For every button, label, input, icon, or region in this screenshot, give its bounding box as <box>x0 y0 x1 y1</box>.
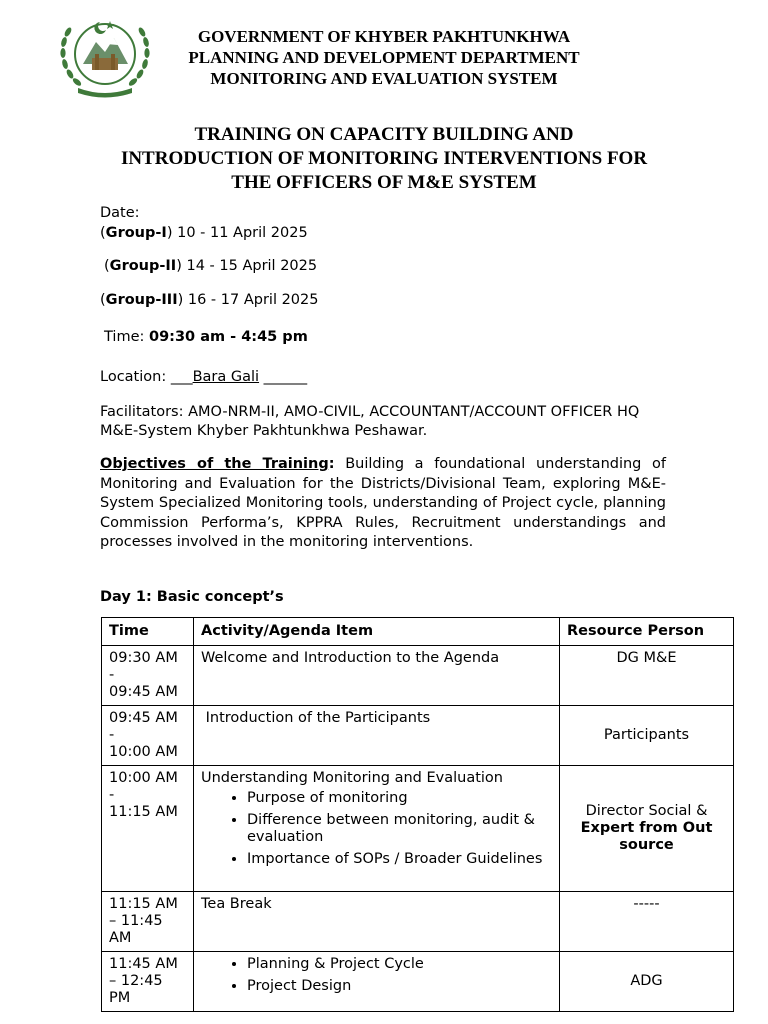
group-3-line: (Group-III) 16 - 17 April 2025 <box>100 292 319 308</box>
group-3-dates: 16 - 17 April 2025 <box>187 292 319 308</box>
location-line <box>100 368 307 386</box>
row-time: 10:00 AM - 11:15 AM <box>102 766 194 892</box>
table-row <box>102 706 734 766</box>
time-label: Time: <box>104 329 145 345</box>
location-label: Location: <box>100 369 167 385</box>
row-activity: Tea Break <box>194 892 560 952</box>
group-2-dates: 14 - 15 April 2025 <box>186 258 318 274</box>
table-row <box>102 766 734 892</box>
column-header-resource: Resource Person <box>560 618 734 646</box>
group-2-name: Group-II <box>109 258 177 274</box>
row-time: 09:30 AM - 09:45 AM <box>102 646 194 706</box>
location-prefix: ___ <box>170 369 193 385</box>
row-activity: Understanding Monitoring and Evaluation • Purpose of monitoring • Difference between monitoring, audit & evaluation • Importance of SOPs / Broader Guidelines <box>194 766 560 892</box>
date-label: Date: <box>100 205 140 221</box>
time-value: 09:30 am - 4:45 pm <box>148 329 308 345</box>
objectives-label: Objectives of the Training <box>100 456 329 472</box>
row-resource: ADG <box>560 952 734 1012</box>
header-department: PLANNING AND DEVELOPMENT DEPARTMENT <box>188 48 580 67</box>
list-item: • Project Design <box>247 978 552 995</box>
group-3-name: Group-III <box>105 292 178 308</box>
objectives-text: Building a foundational understanding of Monitoring and Evaluation for the Districts/Divisional Team, exploring M&E-System Specialized Monitoring tools, understanding of Project cycle, planning Commission Performa’s, KPPRA Rules, Recruitment understandings and processes involved in the monitoring interventions. <box>100 456 666 551</box>
training-title-line1: TRAINING ON CAPACITY BUILDING AND <box>194 124 574 145</box>
table-row <box>102 646 734 706</box>
row-time: 09:45 AM - 10:00 AM <box>102 706 194 766</box>
row-resource: DG M&E <box>560 646 734 706</box>
activity-bullet-list <box>201 956 552 995</box>
activity-bullet-list <box>201 790 552 868</box>
facilitators-line2: M&E-System Khyber Pakhtunkhwa Peshawar. <box>100 423 428 439</box>
list-item: • Importance of SOPs / Broader Guidelines <box>247 851 552 868</box>
training-title-line2: INTRODUCTION OF MONITORING INTERVENTIONS FOR <box>120 148 648 169</box>
training-title-line3: THE OFFICERS OF M&E SYSTEM <box>231 172 537 193</box>
table-row <box>102 892 734 952</box>
list-item: • Difference between monitoring, audit & evaluation <box>247 812 552 846</box>
group-1-name: Group-I <box>105 225 167 241</box>
row-activity <box>194 952 560 1012</box>
list-item: • Planning & Project Cycle <box>247 956 552 973</box>
row-time: 11:45 AM – 12:45 PM <box>102 952 194 1012</box>
location-suffix: ______ <box>259 369 308 385</box>
group-2-line: (Group-II) 14 - 15 April 2025 <box>104 258 318 274</box>
header-system: MONITORING AND EVALUATION SYSTEM <box>210 69 558 88</box>
location-value: Bara Gali <box>192 369 260 385</box>
row-resource: Director Social & Expert from Out source <box>560 766 734 892</box>
row-activity: Welcome and Introduction to the Agenda <box>194 646 560 706</box>
column-header-time: Time <box>102 618 194 646</box>
agenda-table <box>101 617 734 1012</box>
group-1-line: (Group-I) 10 - 11 April 2025 <box>100 225 308 241</box>
row-activity: Introduction of the Participants <box>194 706 560 766</box>
column-header-activity: Activity/Agenda Item <box>194 618 560 646</box>
row-resource: Participants <box>560 706 734 766</box>
row-time: 11:15 AM – 11:45 AM <box>102 892 194 952</box>
list-item: • Purpose of monitoring <box>247 790 552 807</box>
day1-heading: Day 1: Basic concept’s <box>100 589 284 605</box>
group-1-dates: 10 - 11 April 2025 <box>177 225 308 241</box>
row-resource: ----- <box>560 892 734 952</box>
table-row <box>102 952 734 1012</box>
table-header-row <box>102 618 734 646</box>
objectives-paragraph: Objectives of the Training: Building a foundational understanding of Monitoring and Evaluation for the Districts/Divisional Team, exploring M&E-System Specialized Monitoring tools, understanding of Project cycle, planning Commission Performa’s, KPPRA Rules, Recruitment understandings and processes involved in the monitoring interventions. <box>100 456 666 551</box>
header-government: GOVERNMENT OF KHYBER PAKHTUNKHWA <box>197 27 571 46</box>
facilitators-line1: Facilitators: AMO-NRM-II, AMO-CIVIL, ACCOUNTANT/ACCOUNT OFFICER HQ <box>100 404 640 420</box>
time-line <box>104 328 308 346</box>
